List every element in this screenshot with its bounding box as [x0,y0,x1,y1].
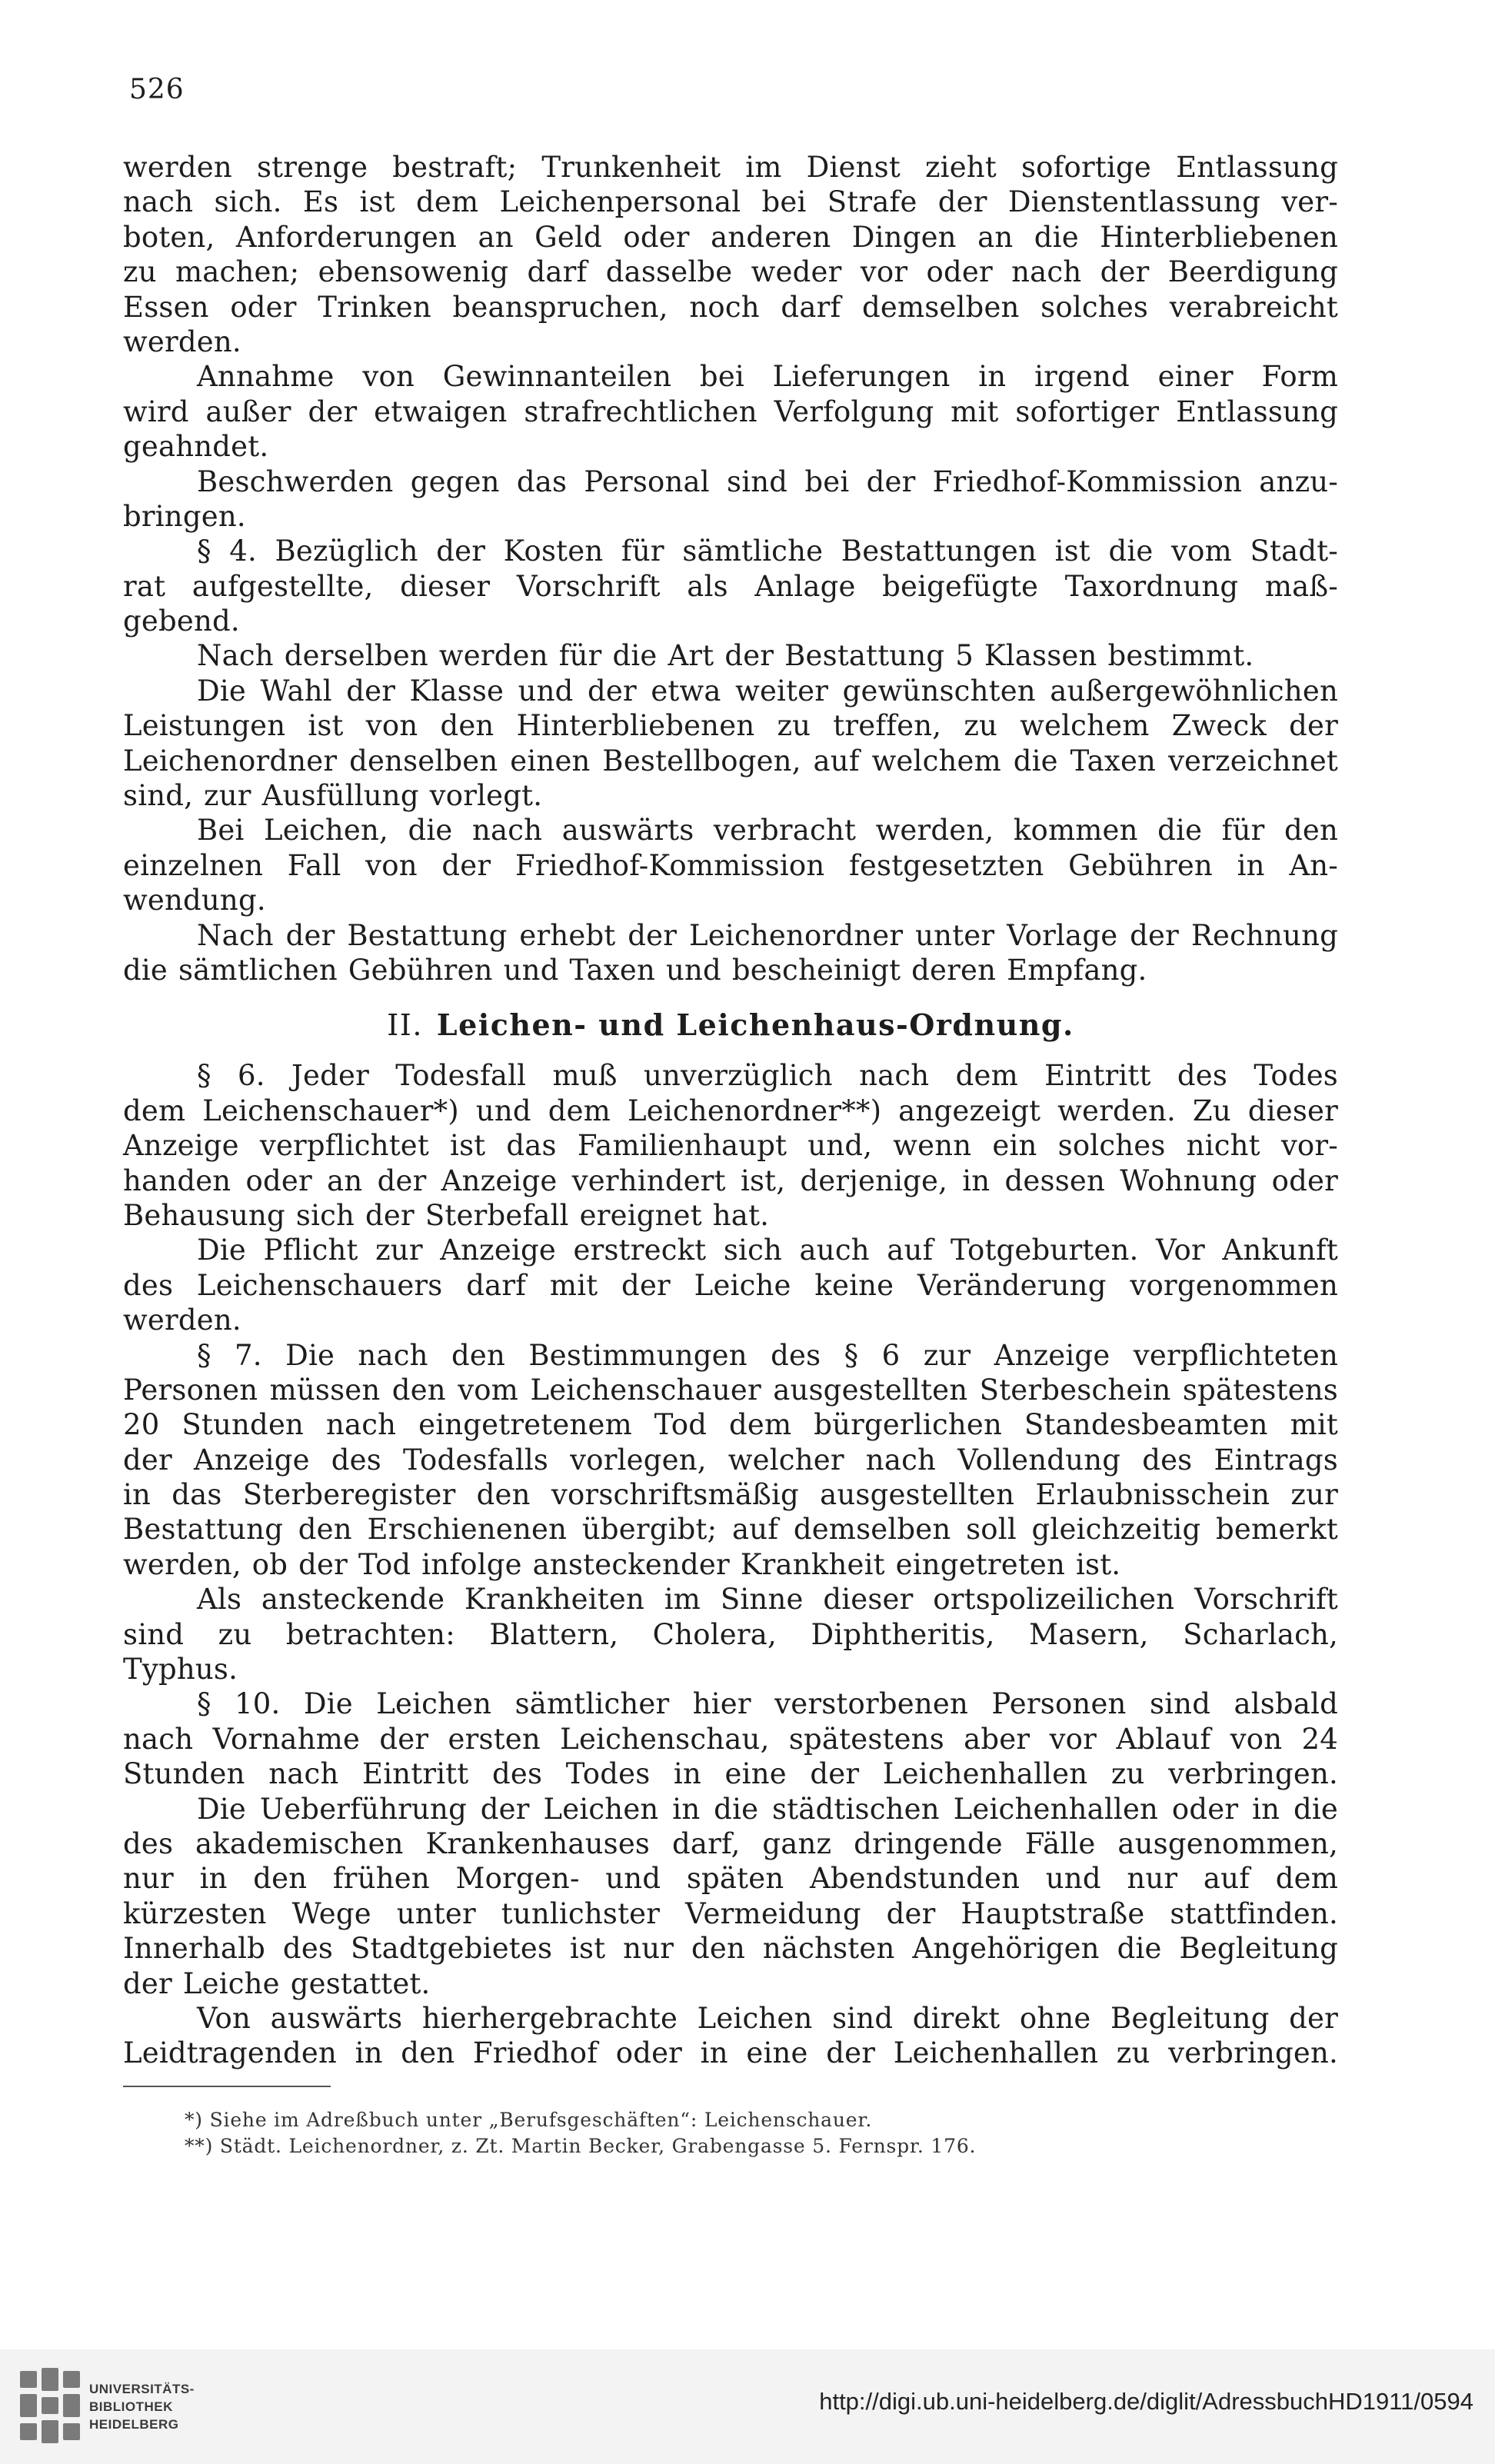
body-text [123,150,1338,2071]
text-line: nur in den frühen Morgen- und späten Abendstunden und nur auf dem [123,1862,1338,1896]
text-line: wendung. [123,884,266,917]
text-line: Stunden nach Eintritt des Todes in eine der Leichenhallen zu verbringen. [123,1757,1338,1791]
section-number: II. [387,1008,423,1043]
text-line: werden strenge bestraft; Trunkenheit im Dienst zieht sofortige Entlassung [123,151,1338,184]
section-title: Leichen- und Leichenhaus-Ordnung. [436,1007,1074,1043]
footnotes [185,2107,1184,2159]
library-name-line: UNIVERSITÄTS- [89,2382,195,2396]
section-heading [123,997,1338,1054]
footnote: *) Siehe im Adreßbuch unter „Berufsgeschäften“: Leichenschauer. [185,2109,873,2131]
text-line: Bestattung den Erschienenen übergibt; auf demselben soll gleichzeitig bemerkt [123,1513,1338,1547]
text-line: Die Ueberführung der Leichen in die städtischen Leichenhallen oder in die [197,1792,1338,1826]
library-footer [0,2349,1495,2464]
text-line: Leidtragenden in den Friedhof oder in eine der Leichenhallen zu verbringen. [123,2036,1338,2070]
text-line: Von auswärts hierhergebrachte Leichen sind direkt ohne Begleitung der [197,2001,1338,2035]
paragraph-section-6: § 6. Jeder Todesfall muß unverzüglich nach dem Eintritt des Todes [197,1059,1338,1093]
library-name-line: BIBLIOTHEK [89,2399,173,2414]
permalink[interactable]: http://digi.ub.uni-heidelberg.de/diglit/AdressbuchHD1911/0594 [819,2388,1473,2415]
text-line: 20 Stunden nach eingetretenem Tod dem bürgerlichen Standesbeamten mit [123,1408,1338,1442]
text-line: der Anzeige des Todesfalls vorlegen, welcher nach Vollendung des Eintrags [123,1443,1338,1477]
text-line: Die Wahl der Klasse und der etwa weiter gewünschten außergewöhnlichen [197,674,1338,708]
text-line: Als ansteckende Krankheiten im Sinne dieser ortspolizeilichen Vorschrift [197,1583,1338,1617]
text-line: Typhus. [123,1653,238,1687]
text-line: nach Vornahme der ersten Leichenschau, spätestens aber vor Ablauf von 24 [123,1722,1338,1756]
paragraph-section-4: § 4. Bezüglich der Kosten für sämtliche Bestattungen ist die vom Stadt- [197,534,1338,568]
page-number: 526 [129,74,185,105]
text-line: des akademischen Krankenhauses darf, ganz dringende Fälle ausgenommen, [123,1826,1338,1860]
text-line: Beschwerden gegen das Personal sind bei der Friedhof-Kommission anzu- [197,464,1338,498]
text-line: Bei Leichen, die nach auswärts verbracht werden, kommen die für den [197,814,1338,847]
paragraph-section-7: § 7. Die nach den Bestimmungen des § 6 zur Anzeige verpflichteten [197,1338,1338,1372]
university-seal-icon [17,2365,83,2449]
text-line: nach sich. Es ist dem Leichenpersonal bei Strafe der Dienstentlassung ver- [123,185,1338,219]
text-line: Personen müssen den vom Leichenschauer ausgestellten Sterbeschein spätestens [123,1373,1338,1407]
library-name [89,2380,195,2433]
text-line: Anzeige verpflichtet ist das Familienhaupt und, wenn ein solches nicht vor- [123,1129,1338,1163]
text-line: werden. [123,325,241,358]
text-line: Behausung sich der Sterbefall ereignet hat. [123,1198,770,1232]
footnote-divider [123,2086,331,2087]
text-line: einzelnen Fall von der Friedhof-Kommission festgesetzten Gebühren in An- [123,848,1338,882]
text-line: rat aufgestellte, dieser Vorschrift als Anlage beigefügte Taxordnung maß- [123,569,1338,603]
text-line: in das Sterberegister den vorschriftsmäßig ausgestellten Erlaubnisschein zur [123,1478,1338,1512]
text-line: dem Leichenschauer*) und dem Leichenordner**) angezeigt werden. Zu dieser [123,1094,1338,1127]
footnote: **) Städt. Leichenordner, z. Zt. Martin Becker, Grabengasse 5. Fernspr. 176. [185,2135,977,2157]
text-line: Leistungen ist von den Hinterbliebenen zu treffen, zu welchem Zweck der [123,709,1338,743]
text-line: zu machen; ebensowenig darf dasselbe weder vor oder nach der Beerdigung [123,255,1338,289]
library-name-line: HEIDELBERG [89,2417,179,2432]
text-line: Nach der Bestattung erhebt der Leichenordner unter Vorlage der Rechnung [197,918,1338,952]
text-line: des Leichenschauers darf mit der Leiche keine Veränderung vorgenommen [123,1268,1338,1302]
text-line: gebend. [123,604,240,638]
text-line: Essen oder Trinken beanspruchen, noch darf demselben solches verabreicht [123,290,1338,324]
text-line: Innerhalb des Stadtgebietes ist nur den nächsten Angehörigen die Begleitung [123,1932,1338,1966]
text-line: bringen. [123,499,246,533]
text-line: werden, ob der Tod infolge ansteckender Krankheit eingetreten ist. [123,1547,1121,1581]
text-line: sind, zur Ausfüllung vorlegt. [123,779,543,813]
text-line: sind zu betrachten: Blattern, Cholera, Diphtheritis, Masern, Scharlach, [123,1617,1338,1651]
text-line: Annahme von Gewinnanteilen bei Lieferungen in irgend einer Form [197,360,1338,394]
paragraph-section-10: § 10. Die Leichen sämtlicher hier verstorbenen Personen sind alsbald [197,1687,1338,1721]
text-line: der Leiche gestattet. [123,1966,431,2000]
text-line: werden. [123,1304,241,1337]
text-line: kürzesten Wege unter tunlichster Vermeidung der Hauptstraße stattfinden. [123,1896,1338,1930]
text-line: handen oder an der Anzeige verhindert ist, derjenige, in dessen Wohnung oder [123,1164,1338,1197]
text-line: Die Pflicht zur Anzeige erstreckt sich auch auf Totgeburten. Vor Ankunft [197,1234,1338,1267]
text-line: Nach derselben werden für die Art der Bestattung 5 Klassen bestimmt. [197,639,1254,673]
text-line: die sämtlichen Gebühren und Taxen und bescheinigt deren Empfang. [123,953,1147,987]
text-line: geahndet. [123,430,269,464]
text-line: boten, Anforderungen an Geld oder anderen Dingen an die Hinterbliebenen [123,220,1338,254]
text-line: wird außer der etwaigen strafrechtlichen Verfolgung mit sofortiger Entlassung [123,395,1338,428]
text-line: Leichenordner denselben einen Bestellbogen, auf welchem die Taxen verzeichnet [123,744,1338,777]
